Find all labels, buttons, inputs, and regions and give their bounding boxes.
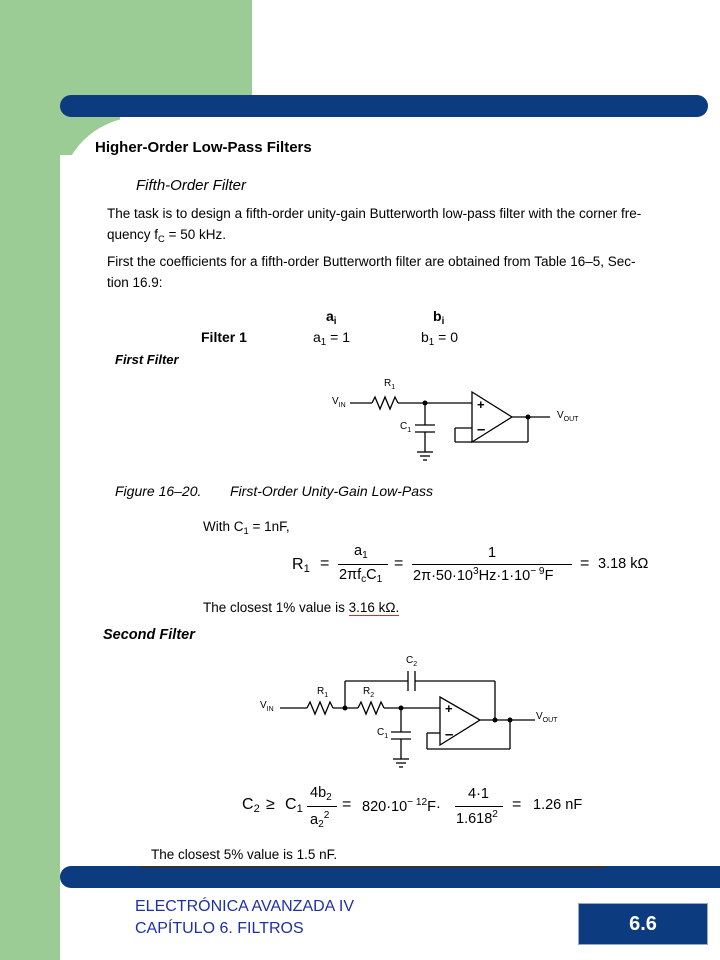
eq2-equals-2: = — [512, 796, 522, 813]
r1-resistor — [372, 397, 398, 409]
svg-text:–: – — [477, 421, 486, 438]
bottom-rule — [140, 866, 606, 868]
coeff-line-2: tion 16.9: — [107, 275, 163, 290]
svg-text:+: + — [477, 397, 485, 412]
closest-5pct-text: The closest 5% value is 1.5 nF. — [151, 847, 338, 862]
task-line-1: The task is to design a fifth-order unity-gain Butterworth low-pass filter with the corner fre- — [107, 206, 642, 221]
footer-course: ELECTRÓNICA AVANZADA IV — [135, 898, 355, 915]
second-c1-label: $C_1$ — [377, 727, 389, 740]
bottom-divider-bar — [60, 866, 720, 888]
eq2-mid: $820\cdot 10^{- 12}F\cdot$ — [362, 797, 441, 815]
eq1-frac2-line — [412, 564, 572, 565]
r1-resistor-2 — [307, 702, 333, 714]
col-header-a: $a_i$ — [326, 308, 337, 327]
page-number-badge: 6.6 — [578, 903, 708, 945]
second-vout-label: $V_{OUT}$ — [536, 711, 558, 724]
eq2-equals-1: = — [342, 796, 352, 813]
first-r1-label: $R_1$ — [384, 378, 396, 391]
with-c1-text: With $C_1 = 1nF$, — [203, 519, 290, 537]
task-line-2: quency $f_C = 50$ kHz. — [107, 227, 227, 245]
eq1-r1: $R_1$ — [292, 556, 310, 575]
eq2-frac2-num: 4·1 — [468, 786, 489, 802]
eq1-frac1-num: $a_1$ — [354, 543, 368, 561]
eq2-frac2-den: 1.618$^2$ — [456, 809, 498, 827]
b1-value: $b_1 = 0$ — [421, 329, 458, 348]
first-vout-label: $V_{OUT}$ — [557, 410, 579, 423]
top-green-block — [60, 0, 252, 95]
r2-resistor — [358, 702, 384, 714]
eq1-result: 3.18 kΩ — [598, 556, 649, 572]
coeff-line-1: First the coefficients for a fifth-order Butterworth filter are obtained from Table 16–5, Sec- — [107, 254, 636, 269]
figure-number: Figure 16–20. — [115, 483, 202, 499]
eq1-frac1-den: $2\pi f_cC_1$ — [339, 567, 383, 585]
first-filter-schematic — [320, 370, 590, 470]
second-filter-schematic — [255, 655, 575, 775]
second-r1-label: $R_1$ — [317, 686, 329, 699]
svg-text:–: – — [445, 726, 454, 743]
eq2-frac1-line — [307, 806, 337, 807]
figure-caption: First-Order Unity-Gain Low-Pass — [230, 483, 434, 499]
a1-value: $a_1 = 1$ — [313, 329, 350, 348]
eq2-frac1-den: $a_2^2$ — [310, 810, 330, 830]
svg-text:+: + — [445, 701, 453, 716]
eq2-result: 1.26 nF — [533, 797, 583, 813]
eq1-frac2-den: $2\pi\cdot 50\cdot 10^3Hz\cdot 1\cdot 10^{- 9}F$ — [413, 566, 554, 584]
closest-1pct-value: 3.16 kΩ. — [348, 600, 400, 615]
eq1-equals-3: = — [580, 555, 590, 572]
eq1-equals-2: = — [394, 555, 404, 572]
first-vin-label: $V_{IN}$ — [332, 396, 346, 409]
eq1-frac1-line — [338, 564, 388, 565]
eq2-ge: ≥ — [266, 796, 275, 813]
eq2-frac2-line — [455, 806, 503, 807]
eq2-c2: $C_2$ — [242, 796, 260, 815]
second-c2-label: $C_2$ — [406, 655, 418, 668]
first-c1-label: $C_1$ — [400, 421, 412, 434]
left-sidebar-band — [0, 0, 60, 960]
footer-chapter: CAPÍTULO 6. FILTROS — [135, 920, 304, 937]
eq2-c1: $C_1$ — [285, 796, 303, 815]
row-label-filter-1: Filter 1 — [201, 329, 247, 345]
second-filter-label: Second Filter — [103, 627, 195, 643]
page-title: Higher-Order Low-Pass Filters — [95, 139, 312, 156]
eq2-frac1-num: $4b_2$ — [310, 785, 332, 803]
eq1-frac2-num: 1 — [488, 545, 497, 561]
closest-1pct-text: The closest 1% value is 3.16 kΩ. — [203, 600, 400, 615]
second-vin-label: $V_{IN}$ — [260, 700, 274, 713]
eq1-equals-1: = — [320, 555, 330, 572]
first-filter-label: First Filter — [115, 352, 179, 367]
second-r2-label: $R_2$ — [363, 686, 375, 699]
top-divider-bar — [60, 95, 708, 117]
section-subtitle: Fifth-Order Filter — [136, 177, 247, 194]
col-header-b: $b_i$ — [433, 308, 445, 327]
